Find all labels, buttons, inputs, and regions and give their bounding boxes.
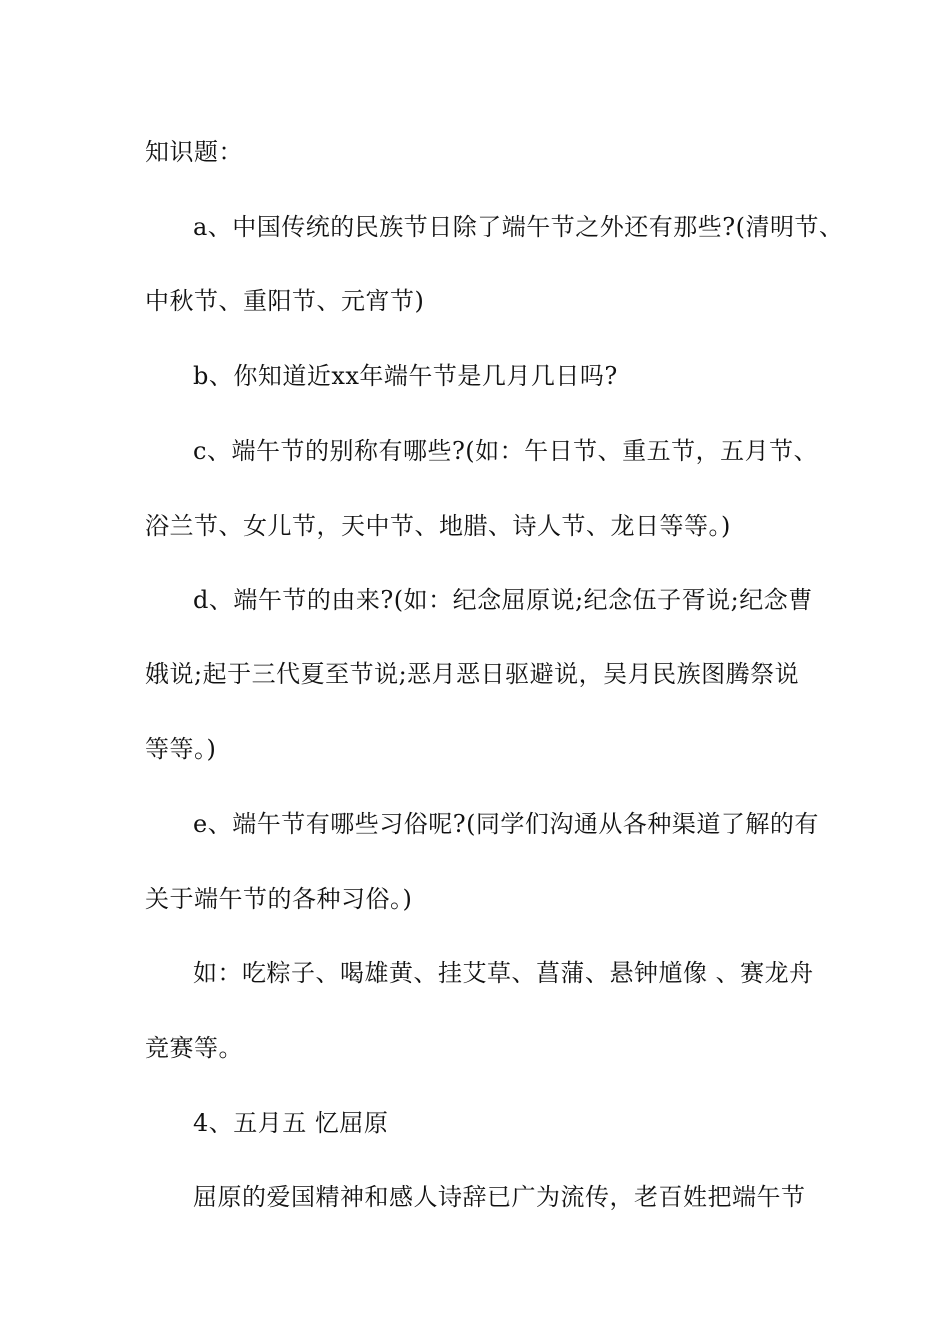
paragraph-line: 屈原的爱国精神和感人诗辞已广为流传，老百姓把端午节 (193, 1183, 806, 1211)
paragraph-line: 关于端午节的各种习俗。) (145, 885, 413, 913)
paragraph-line: e、端午节有哪些习俗呢?(同学们沟通从各种渠道了解的有 (193, 810, 819, 838)
paragraph-line: 中秋节、重阳节、元宵节) (145, 287, 425, 315)
section-heading: 4、五月五 忆屈原 (193, 1109, 389, 1137)
paragraph-line: 等等。) (145, 735, 217, 763)
paragraph-line: a、中国传统的民族节日除了端午节之外还有那些?(清明节、 (193, 213, 844, 241)
section-heading: 知识题： (145, 138, 243, 166)
paragraph-line: 浴兰节、女儿节，天中节、地腊、诗人节、龙日等等。) (145, 512, 731, 540)
paragraph-line: c、端午节的别称有哪些?(如：午日节、重五节，五月节、 (193, 437, 819, 465)
paragraph-line: 娥说;起于三代夏至节说;恶月恶日驱避说，吴月民族图腾祭说 (145, 660, 800, 688)
paragraph-line: b、你知道近xx年端午节是几月几日吗? (193, 362, 618, 390)
paragraph-line: d、端午节的由来?(如：纪念屈原说;纪念伍子胥说;纪念曹 (193, 586, 813, 614)
paragraph-line: 如：吃粽子、喝雄黄、挂艾草、菖蒲、悬钟馗像 、赛龙舟 (193, 959, 814, 987)
paragraph-line: 竞赛等。 (145, 1034, 243, 1062)
